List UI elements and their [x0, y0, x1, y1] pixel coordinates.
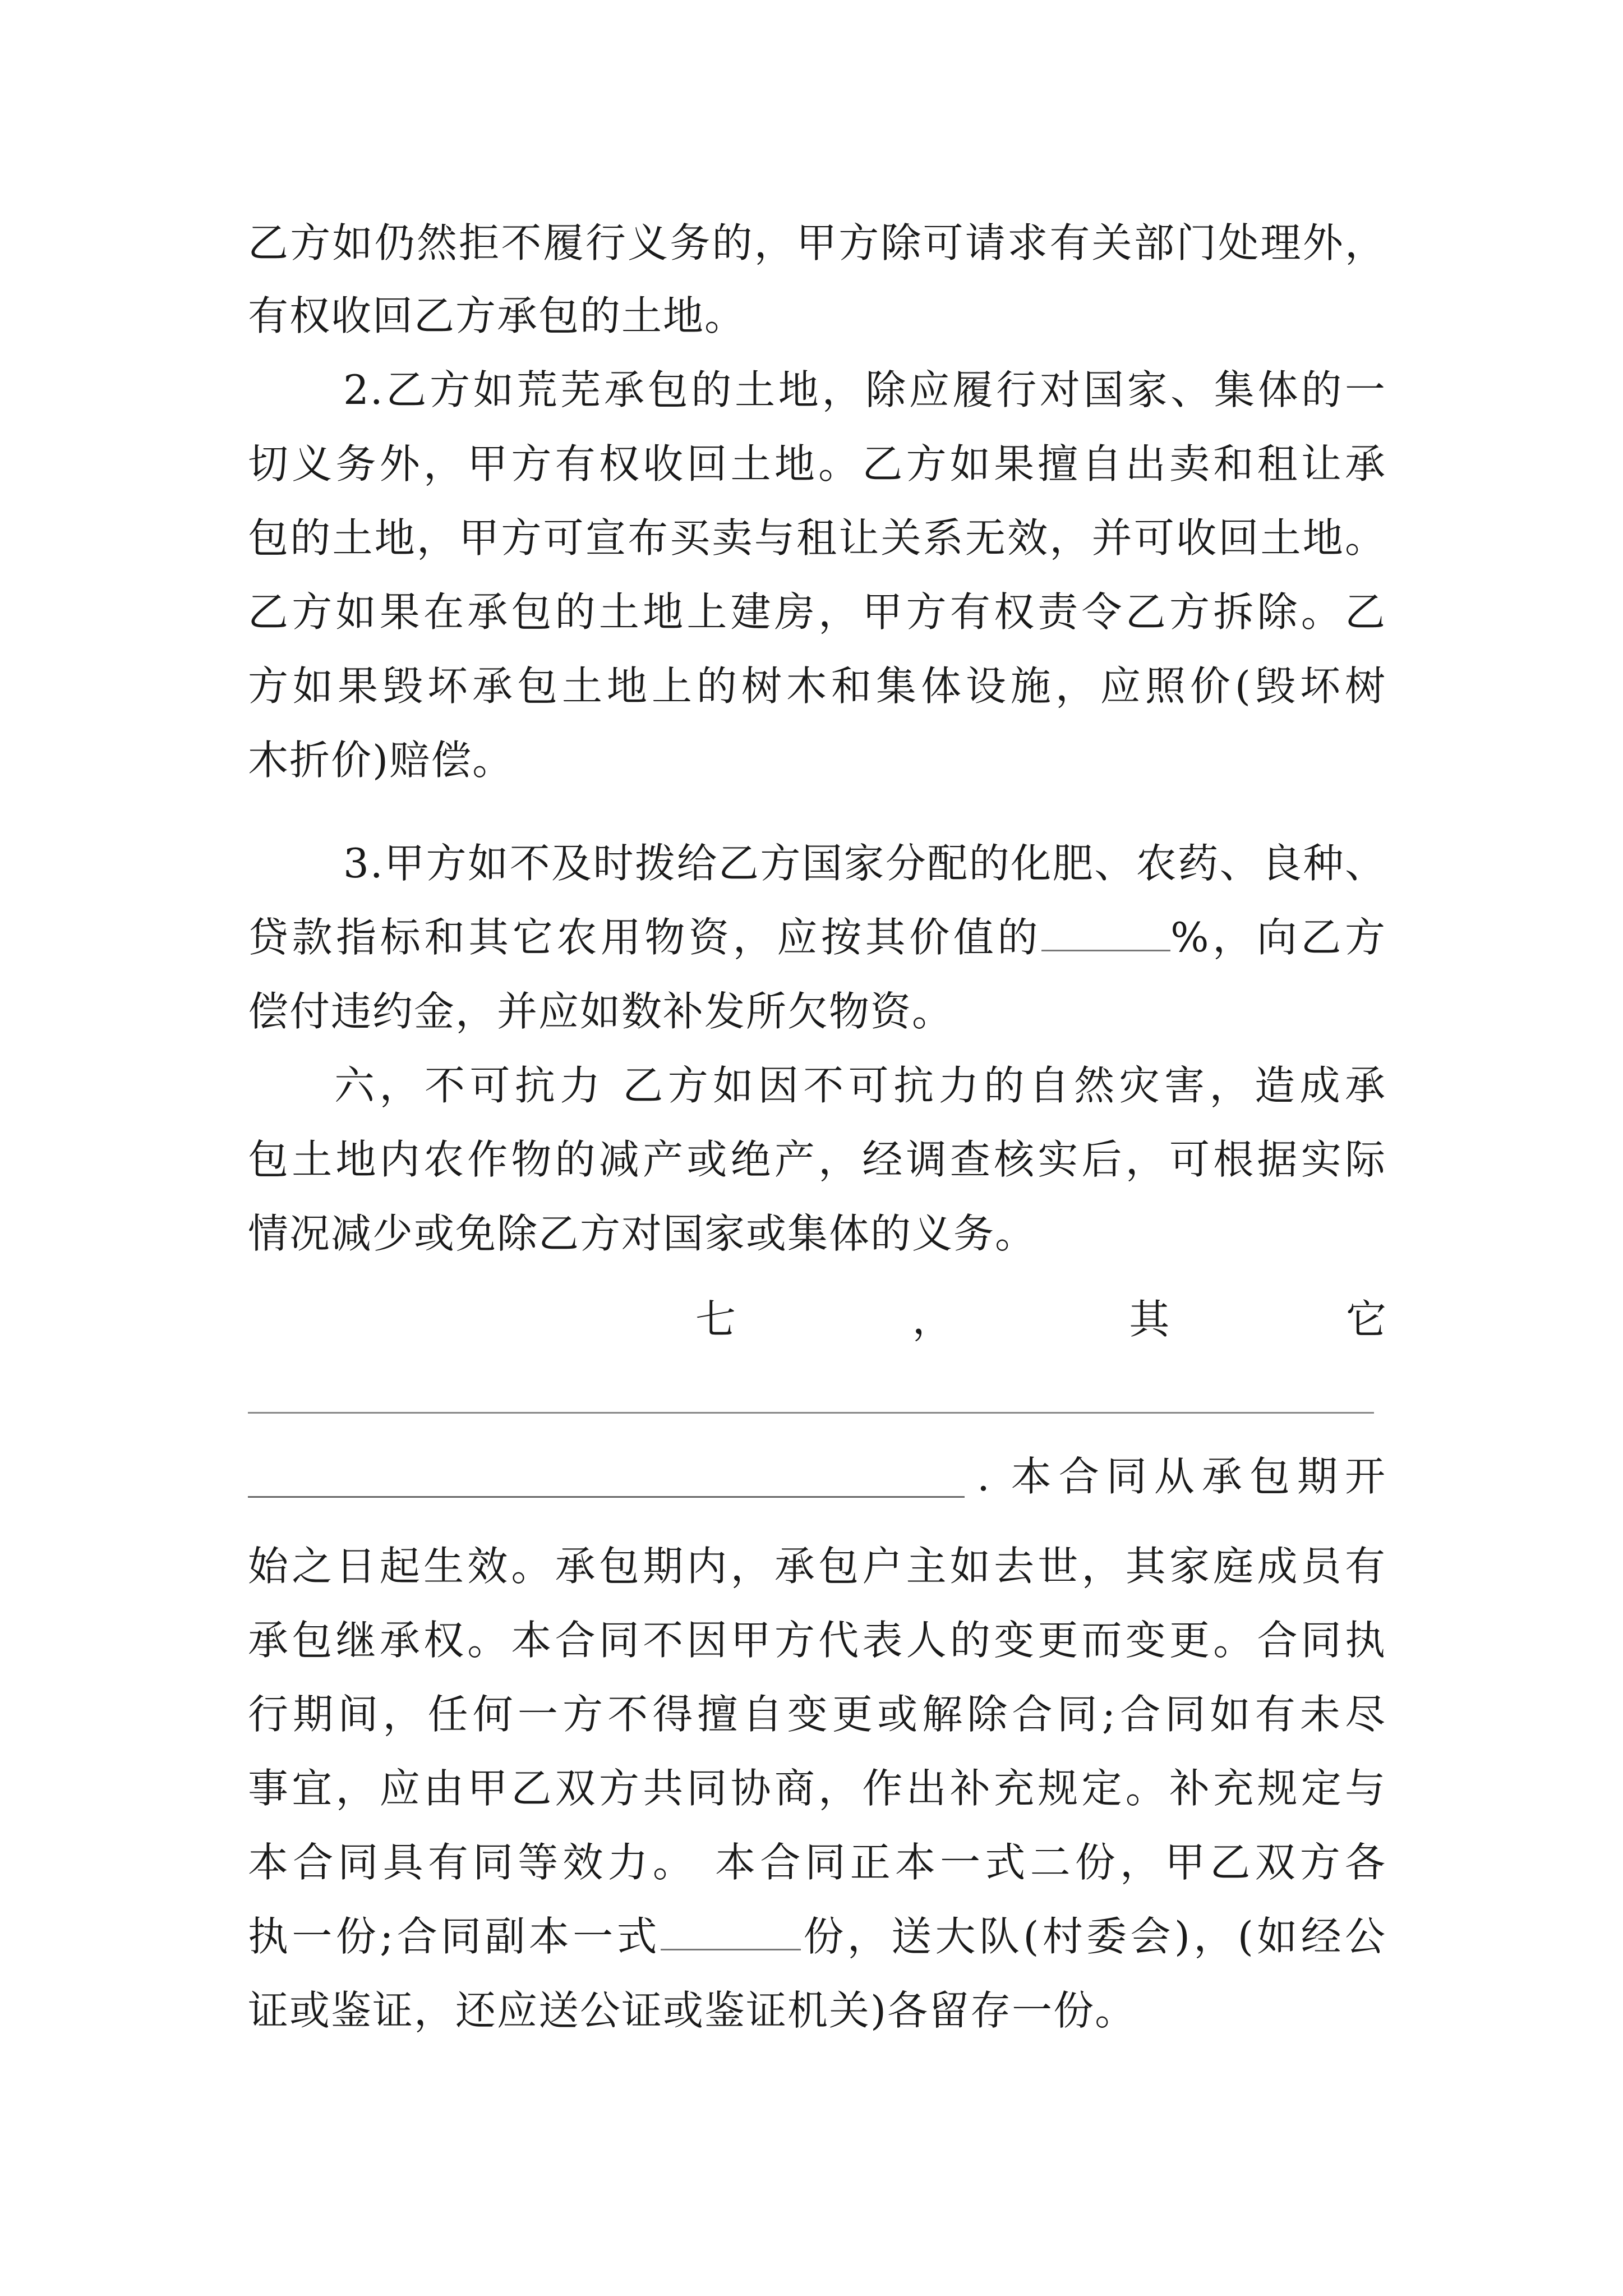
- section-heading-7: [695, 1289, 1386, 1350]
- paragraph-line: 事宜，应由甲乙双方共同协商，作出补充规定。补充规定与: [248, 1765, 1386, 1812]
- paragraph-line: 证或鉴证，还应送公证或鉴证机关)各留存一份。: [248, 1987, 1137, 2034]
- percent-blank: [1041, 918, 1170, 951]
- line-text: 执一份;合同副本一式: [248, 1913, 661, 1960]
- copies-blank: [661, 1917, 801, 1950]
- paragraph-line: 情况减少或免除乙方对国家或集体的义务。: [248, 1210, 1037, 1257]
- paragraph-line: 包土地内农作物的减产或绝产，经调查核实后，可根据实际: [248, 1136, 1386, 1183]
- paragraph-line: 包的土地，甲方可宣布买卖与租让关系无效，并可收回土地。: [248, 514, 1386, 562]
- paragraph-line: 偿付违约金，并应如数补发所欠物资。: [248, 988, 954, 1035]
- fill-in-rule: [248, 1496, 965, 1498]
- paragraph-line: 始之日起生效。承包期内，承包户主如去世，其家庭成员有: [248, 1543, 1386, 1590]
- paragraph-line: 有权收回乙方承包的土地。: [248, 292, 746, 339]
- paragraph-line: 2.乙方如荒芜承包的土地，除应履行对国家、集体的一: [343, 366, 1386, 413]
- paragraph-line: 六，不可抗力 乙方如因不可抗力的自然灾害，造成承: [334, 1062, 1386, 1109]
- paragraph-line: 行期间，任何一方不得擅自变更或解除合同;合同如有未尽: [248, 1691, 1386, 1738]
- line-text: 贷款指标和其它农用物资，应按其价值的: [248, 914, 1042, 961]
- paragraph-line: 乙方如果在承包的土地上建房，甲方有权责令乙方拆除。乙: [248, 588, 1386, 636]
- paragraph-line: 方如果毁坏承包土地上的树木和集体设施，应照价(毁坏树: [248, 662, 1386, 710]
- paragraph-line: 本合同具有同等效力。 本合同正本一式二份，甲乙双方各: [248, 1839, 1386, 1886]
- heading-char: 其: [1129, 1296, 1170, 1343]
- paragraph-line: 切义务外，甲方有权收回土地。乙方如果擅自出卖和租让承: [248, 440, 1386, 487]
- paragraph-line: 乙方如仍然拒不履行义务的，甲方除可请求有关部门处理外，: [248, 219, 1386, 266]
- paragraph-line: 3.甲方如不及时拨给乙方国家分配的化肥、农药、良种、: [343, 840, 1386, 887]
- heading-char: 七: [695, 1296, 736, 1343]
- line-text: 份，送大队(村委会)，(如经公: [801, 1913, 1386, 1960]
- fill-in-rule: [248, 1412, 1374, 1414]
- paragraph-line-with-blank: [248, 1906, 1386, 1967]
- line-text: %，向乙方: [1170, 914, 1386, 961]
- paragraph-line: 木折价)赔偿。: [248, 737, 514, 784]
- paragraph-line: 承包继承权。本合同不因甲方代表人的变更而变更。合同执: [248, 1617, 1386, 1664]
- heading-char: 它: [1345, 1296, 1386, 1343]
- paragraph-line-with-blank: [248, 907, 1386, 968]
- paragraph-line: . 本合同从承包期开: [977, 1453, 1386, 1500]
- heading-char: ，: [912, 1296, 953, 1343]
